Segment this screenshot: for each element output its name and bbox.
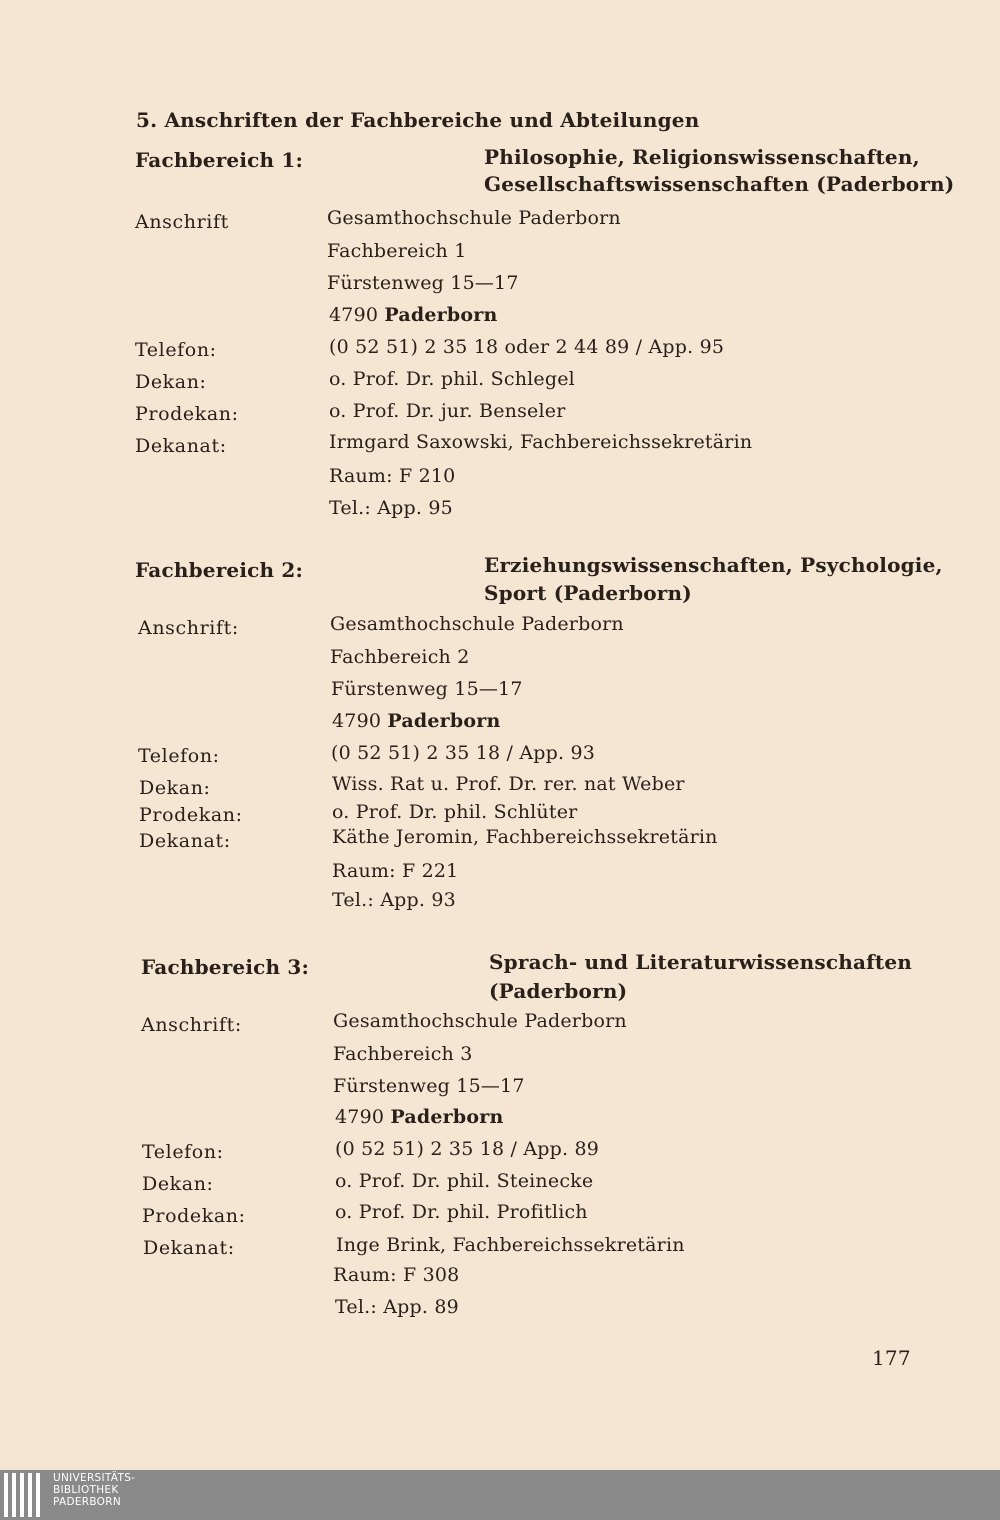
anschrift-line: Gesamthochschule Paderborn [330, 613, 624, 635]
dekanat-value: Käthe Jeromin, Fachbereichssekretärin [332, 826, 718, 848]
library-logo-line: BIBLIOTHEK [53, 1484, 119, 1496]
section-heading: 5. Anschriften der Fachbereiche und Abteilungen [136, 108, 700, 132]
postal-address [335, 1105, 503, 1129]
fachbereich-title-line-1: Philosophie, Religionswissenschaften, [484, 145, 920, 169]
anschrift-line: Gesamthochschule Paderborn [327, 207, 621, 229]
anschrift-line: Fürstenweg 15—17 [333, 1075, 525, 1097]
dekan-label: Dekan: [135, 371, 207, 393]
page-number: 177 [872, 1346, 911, 1370]
dekan-label: Dekan: [142, 1173, 214, 1195]
dekan-value: o. Prof. Dr. phil. Steinecke [335, 1170, 594, 1192]
anschrift-line: Fachbereich 2 [330, 646, 470, 668]
anschrift-line: Fürstenweg 15—17 [327, 272, 519, 294]
dekan-value: Wiss. Rat u. Prof. Dr. rer. nat Weber [332, 773, 685, 795]
fachbereich-title-line-2: Sport (Paderborn) [484, 581, 692, 605]
telefon-value: (0 52 51) 2 35 18 / App. 93 [331, 742, 596, 764]
library-barcode-logo-icon [4, 1473, 46, 1517]
postal-address [332, 709, 500, 733]
dekanat-value: Irmgard Saxowski, Fachbereichssekretärin [329, 431, 753, 453]
postal-code: 4790 [329, 304, 379, 326]
tel-value: Tel.: App. 93 [332, 889, 456, 911]
fachbereich-label: Fachbereich 2: [135, 558, 304, 582]
telefon-label: Telefon: [142, 1141, 224, 1163]
city: Paderborn [384, 304, 498, 326]
prodekan-value: o. Prof. Dr. jur. Benseler [329, 400, 566, 422]
anschrift-label: Anschrift: [138, 617, 239, 639]
anschrift-label: Anschrift: [141, 1014, 242, 1036]
fachbereich-label: Fachbereich 1: [135, 148, 304, 172]
anschrift-line: Gesamthochschule Paderborn [333, 1010, 627, 1032]
postal-code: 4790 [332, 710, 382, 732]
raum-value: Raum: F 308 [333, 1264, 460, 1286]
dekan-label: Dekan: [139, 777, 211, 799]
telefon-value: (0 52 51) 2 35 18 / App. 89 [335, 1138, 600, 1160]
city: Paderborn [390, 1106, 504, 1128]
tel-value: Tel.: App. 95 [329, 497, 453, 519]
library-logo-line: PADERBORN [53, 1496, 121, 1508]
fachbereich-title-line-2: Gesellschaftswissenschaften (Paderborn) [484, 172, 955, 196]
fachbereich-title-line-2: (Paderborn) [489, 979, 628, 1003]
city: Paderborn [387, 710, 501, 732]
prodekan-label: Prodekan: [135, 403, 239, 425]
prodekan-label: Prodekan: [142, 1205, 246, 1227]
raum-value: Raum: F 210 [329, 465, 456, 487]
postal-code: 4790 [335, 1106, 385, 1128]
postal-address [329, 303, 497, 327]
telefon-label: Telefon: [135, 339, 217, 361]
dekanat-label: Dekanat: [143, 1237, 235, 1259]
dekanat-label: Dekanat: [139, 830, 231, 852]
telefon-value: (0 52 51) 2 35 18 oder 2 44 89 / App. 95 [329, 336, 725, 358]
anschrift-line: Fürstenweg 15—17 [331, 678, 523, 700]
telefon-label: Telefon: [138, 745, 220, 767]
prodekan-label: Prodekan: [139, 804, 243, 826]
dekan-value: o. Prof. Dr. phil. Schlegel [329, 368, 575, 390]
dekanat-label: Dekanat: [135, 435, 227, 457]
library-footer-bar [0, 1470, 1000, 1520]
fachbereich-label: Fachbereich 3: [141, 955, 310, 979]
raum-value: Raum: F 221 [332, 860, 459, 882]
library-logo-line: UNIVERSITÄTS- [53, 1472, 136, 1484]
fachbereich-title-line-1: Erziehungswissenschaften, Psychologie, [484, 553, 943, 577]
tel-value: Tel.: App. 89 [335, 1296, 459, 1318]
anschrift-label: Anschrift [135, 211, 229, 233]
fachbereich-title-line-1: Sprach- und Literaturwissenschaften [489, 950, 913, 974]
dekanat-value: Inge Brink, Fachbereichssekretärin [336, 1234, 685, 1256]
anschrift-line: Fachbereich 1 [327, 240, 467, 262]
prodekan-value: o. Prof. Dr. phil. Profitlich [335, 1201, 588, 1223]
prodekan-value: o. Prof. Dr. phil. Schlüter [332, 801, 578, 823]
anschrift-line: Fachbereich 3 [333, 1043, 473, 1065]
